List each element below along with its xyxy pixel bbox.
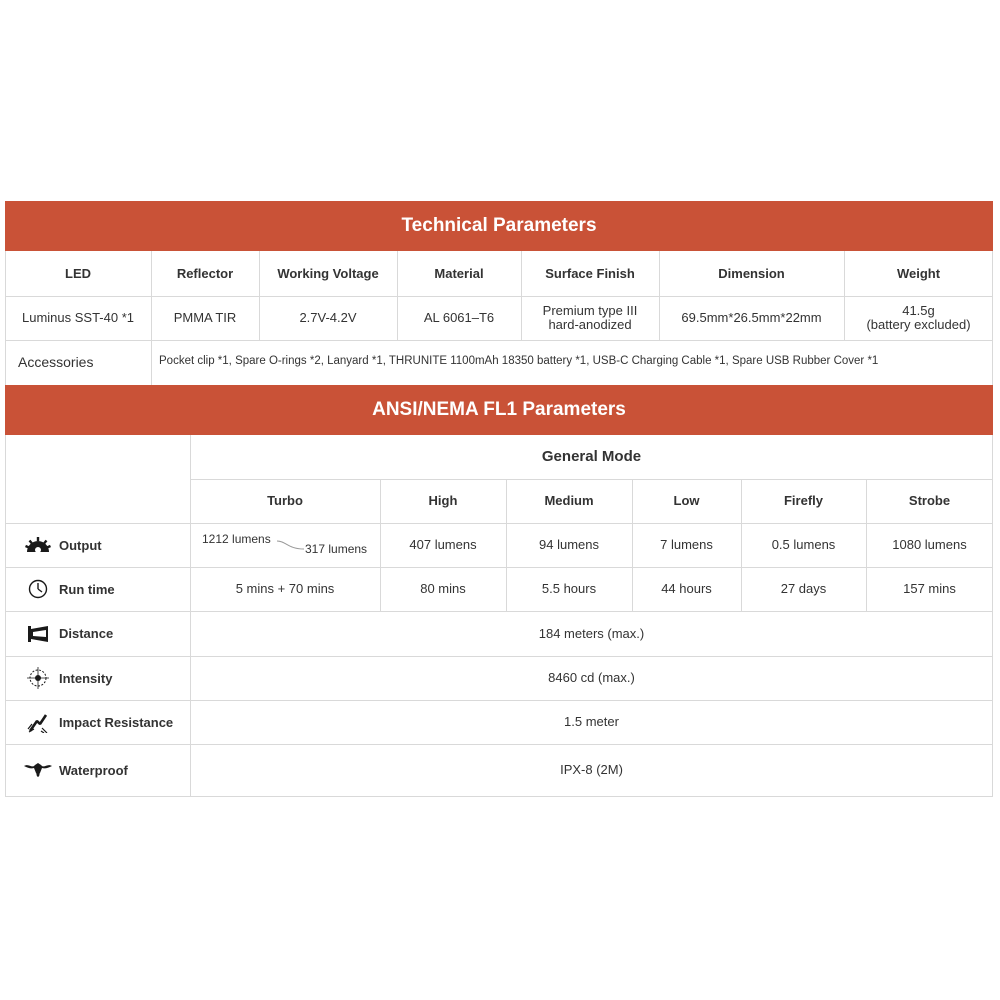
distance-label: Distance [59, 626, 114, 641]
output-strobe: 1080 lumens [892, 537, 967, 553]
header-working-voltage: Working Voltage [277, 265, 379, 281]
impact-label: Impact Resistance [59, 714, 174, 730]
clock-icon [23, 579, 53, 599]
distance-beam-icon [23, 625, 53, 643]
intensity-label: Intensity [59, 670, 113, 686]
output-low: 7 lumens [660, 537, 713, 553]
distance-row-label [5, 611, 190, 656]
value-weight-line1: 41.5g [902, 303, 935, 319]
intensity-value: 8460 cd (max.) [548, 670, 635, 686]
runtime-medium: 5.5 hours [541, 581, 597, 597]
output-firefly: 0.5 lumens [771, 537, 836, 553]
accessories-label: Accessories [18, 354, 94, 371]
value-surface-finish-line1: Premium type III [542, 303, 638, 319]
waterproof-value: IPX-8 (2M) [560, 762, 623, 778]
mode-firefly: Firefly [783, 493, 823, 509]
mode-low: Low [673, 493, 700, 509]
header-weight: Weight [896, 265, 941, 281]
header-reflector: Reflector [176, 265, 234, 281]
impact-value: 1.5 meter [564, 714, 619, 730]
runtime-row-label [5, 567, 190, 611]
runtime-strobe: 157 mins [903, 581, 956, 597]
mode-turbo: Turbo [267, 493, 303, 509]
technical-parameters-title: Technical Parameters [401, 215, 597, 236]
ansi-parameters-banner [5, 385, 993, 435]
runtime-low: 44 hours [661, 581, 712, 597]
output-turbo-initial: 1212 lumens [202, 532, 271, 546]
output-row-label [5, 523, 190, 567]
value-material: AL 6061–T6 [423, 310, 495, 326]
output-medium: 94 lumens [539, 537, 599, 553]
technical-parameters-banner [5, 201, 993, 251]
output-turbo-decay-curve [276, 539, 306, 551]
value-voltage: 2.7V-4.2V [299, 310, 357, 326]
output-label: Output [59, 537, 102, 553]
output-turbo-sustained: 317 lumens [305, 542, 368, 556]
header-dimension: Dimension [718, 265, 785, 281]
impact-row-label [5, 700, 190, 744]
distance-value: 184 meters (max.) [538, 625, 645, 641]
output-turbo [190, 523, 380, 567]
water-drop-icon [23, 761, 53, 779]
accessories-text: Pocket clip *1, Spare O-rings *2, Lanyard *1, THRUNITE 1100mAh 18350 battery *1, USB-C Charging Cable *1, Spare USB Rubber Cover *1 [159, 354, 879, 367]
header-led: LED [65, 265, 91, 281]
value-weight-line2: (battery excluded) [866, 317, 971, 332]
value-dimension: 69.5mm*26.5mm*22mm [681, 310, 822, 326]
runtime-label: Run time [59, 581, 115, 597]
intensity-row-label [5, 656, 190, 700]
header-surface-finish: Surface Finish [545, 265, 635, 281]
waterproof-row-label [5, 744, 190, 796]
mode-strobe: Strobe [908, 493, 951, 509]
output-high: 407 lumens [409, 537, 477, 553]
impact-icon [23, 711, 53, 733]
value-weight [844, 296, 993, 340]
value-reflector: PMMA TIR [173, 310, 237, 326]
value-surface-finish [521, 296, 659, 340]
value-led: Luminus SST-40 *1 [21, 310, 134, 326]
mode-high: High [428, 493, 458, 509]
runtime-turbo: 5 mins + 70 mins [235, 581, 335, 597]
value-surface-finish-line2: hard-anodized [548, 317, 632, 332]
general-mode-header: General Mode [541, 448, 642, 466]
runtime-firefly: 27 days [780, 581, 827, 597]
ansi-parameters-title: ANSI/NEMA FL1 Parameters [372, 399, 626, 420]
header-material: Material [434, 265, 484, 281]
target-icon [23, 667, 53, 689]
output-gear-icon [23, 536, 53, 554]
waterproof-label: Waterproof [59, 762, 128, 778]
runtime-high: 80 mins [420, 581, 466, 597]
mode-medium: Medium [544, 493, 594, 509]
